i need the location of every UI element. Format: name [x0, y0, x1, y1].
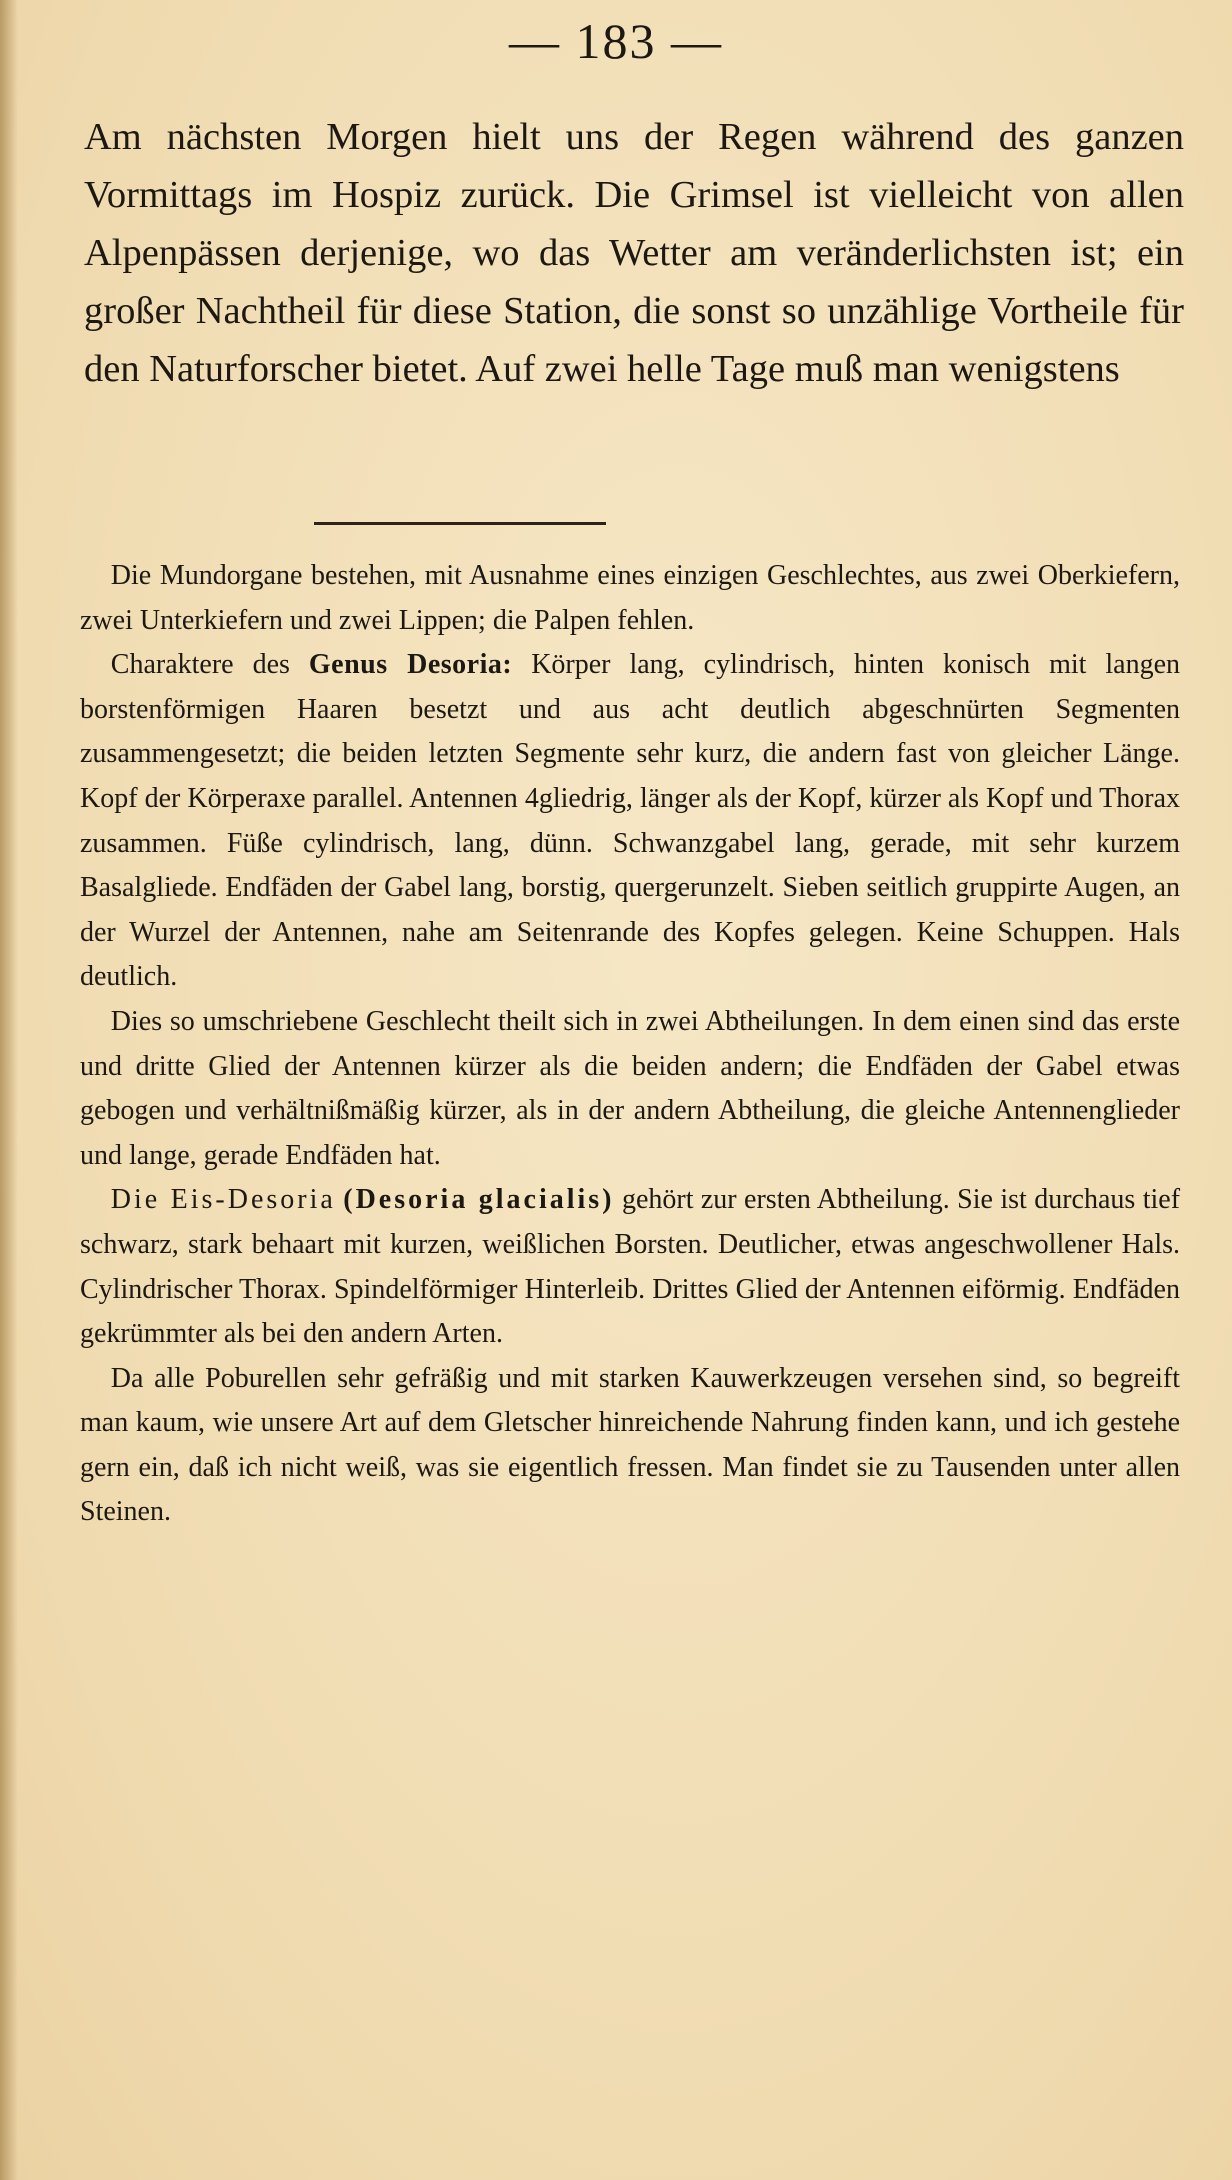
footnote-paragraph-divisions: [80, 1000, 1180, 1178]
footnote-divider: [314, 522, 606, 525]
footnote-text: Charaktere des: [110, 649, 290, 681]
footnote-paragraph-mouthparts: [80, 554, 1180, 643]
genus-name: Genus Desoria:: [308, 649, 513, 681]
page-gutter-shadow: [0, 0, 18, 2180]
footnote-block: [80, 554, 1180, 1535]
footnote-text: Die Mundorgane bestehen, mit Ausnahme eines einzigen Geschlechtes, aus zwei Oberkiefern, zwei Unterkiefern und zwei Lippen; die Palpen fehlen.: [80, 560, 1180, 636]
footnote-paragraph-genus-characters: [80, 643, 1180, 1000]
footnote-paragraph-species: [80, 1178, 1180, 1356]
footnote-text: Körper lang, cylindrisch, hinten konisch mit langen borstenförmigen Haaren besetzt und aus acht deutlich abgeschnürten Segmenten zusammengesetzt; die beiden letzten Segmente sehr kurz, die andern fast von gleicher Länge. Kopf der Körperaxe parallel. Antennen 4gliedrig, länger als der Kopf, kürzer als Kopf und Thorax zusammen. Füße cylindrisch, lang, dünn. Schwanzgabel lang, gerade, mit sehr kurzem Basalgliede. Endfäden der Gabel lang, borstig, quergerunzelt. Sieben seitlich gruppirte Augen, an der Wurzel der Antennen, nahe am Seitenrande des Kopfes gelegen. Keine Schuppen. Hals deutlich.: [80, 649, 1181, 993]
species-common-name: Die Eis-Desoria: [110, 1184, 336, 1216]
footnote-paragraph-feeding: [80, 1357, 1180, 1535]
main-paragraph: Am nächsten Morgen hielt uns der Regen während des ganzen Vormittags im Hospiz zurück. Die Grimsel ist vielleicht von allen Alpenpässen derjenige, wo das Wetter am veränderlichsten ist; ein großer Nachtheil für diese Station, die sonst so unzählige Vortheile für den Naturforscher bietet. Auf zwei helle Tage muß man wenigstens: [84, 116, 1184, 390]
species-latin-name: (Desoria glacialis): [343, 1184, 615, 1216]
footnote-text: gehört zur ersten Abtheilung. Sie ist durchaus tief schwarz, stark behaart mit kurzen, weißlichen Borsten. Deutlicher, etwas angeschwollener Hals. Cylindrischer Thorax. Spindelförmiger Hinterleib. Drittes Glied der Antennen eiförmig. Endfäden gekrümmter als bei den andern Arten.: [80, 1184, 1181, 1350]
footnote-text: Da alle Poburellen sehr gefräßig und mit starken Kauwerkzeugen versehen sind, so begreift man kaum, wie unsere Art auf dem Gletscher hinreichende Nahrung finden kann, und ich gestehe gern ein, daß ich nicht weiß, was sie eigentlich fressen. Man findet sie zu Tausenden unter allen Steinen.: [80, 1362, 1180, 1528]
footnote-text: Dies so umschriebene Geschlecht theilt sich in zwei Abtheilungen. In dem einen sind das erste und dritte Glied der Antennen kürzer als die beiden andern; die Endfäden der Gabel etwas gebogen und verhältnißmäßig kürzer, als in der andern Abtheilung, die gleiche Antennenglieder und lange, gerade Endfäden hat.: [80, 1005, 1180, 1171]
page-number: — 183 —: [509, 13, 723, 69]
